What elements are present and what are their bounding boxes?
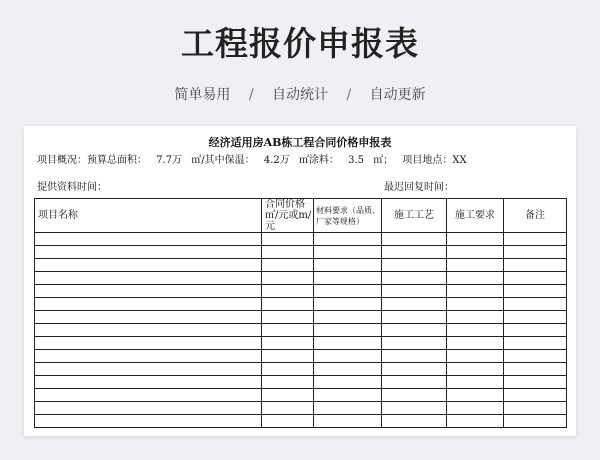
paint-value: 3.5: [348, 155, 365, 166]
table-row: [35, 311, 567, 324]
table-cell[interactable]: [314, 272, 382, 285]
table-cell[interactable]: [262, 402, 314, 415]
table-cell[interactable]: [382, 324, 447, 337]
table-cell[interactable]: [382, 259, 447, 272]
reply-time-label: 最迟回复时间：: [384, 182, 454, 193]
table-cell[interactable]: [504, 246, 567, 259]
table-cell[interactable]: [314, 389, 382, 402]
table-cell[interactable]: [504, 337, 567, 350]
column-header-material-requirements: 材料要求（品质、厂家等规格）: [314, 199, 382, 233]
table-cell[interactable]: [504, 415, 567, 428]
table-cell[interactable]: [35, 337, 262, 350]
column-header-remarks: 备注: [504, 199, 567, 233]
column-header-construction-requirements: 施工要求: [447, 199, 504, 233]
table-row: [35, 363, 567, 376]
table-cell[interactable]: [35, 285, 262, 298]
spreadsheet-document: [24, 126, 576, 436]
table-cell[interactable]: [504, 402, 567, 415]
table-cell[interactable]: [35, 415, 262, 428]
table-cell[interactable]: [382, 272, 447, 285]
table-cell[interactable]: [447, 246, 504, 259]
table-cell[interactable]: [262, 259, 314, 272]
table-cell[interactable]: [314, 246, 382, 259]
table-row: [35, 285, 567, 298]
table-cell[interactable]: [35, 311, 262, 324]
table-cell[interactable]: [314, 324, 382, 337]
table-cell[interactable]: [262, 324, 314, 337]
table-row: [35, 350, 567, 363]
paint-label: ㎡涂料：: [298, 155, 339, 166]
tag-separator: /: [346, 87, 352, 103]
table-cell[interactable]: [504, 298, 567, 311]
column-header-item-name: 项目名称: [35, 199, 262, 233]
page-title: 工程报价申报表: [181, 24, 419, 63]
table-cell[interactable]: [382, 246, 447, 259]
table-cell[interactable]: [262, 285, 314, 298]
table-row: [35, 389, 567, 402]
table-cell[interactable]: [447, 415, 504, 428]
table-cell[interactable]: [314, 285, 382, 298]
table-cell[interactable]: [382, 350, 447, 363]
table-row: [35, 259, 567, 272]
table-cell[interactable]: [314, 402, 382, 415]
table-cell[interactable]: [262, 376, 314, 389]
tag-separator: /: [248, 87, 254, 103]
table-cell[interactable]: [35, 324, 262, 337]
table-cell[interactable]: [262, 233, 314, 246]
project-location: 项目地点：XX: [402, 155, 467, 166]
table-cell[interactable]: [35, 233, 262, 246]
table-cell[interactable]: [504, 389, 567, 402]
table-cell[interactable]: [35, 402, 262, 415]
table-cell[interactable]: [504, 272, 567, 285]
table-cell[interactable]: [504, 311, 567, 324]
table-cell[interactable]: [314, 363, 382, 376]
table-cell[interactable]: [314, 233, 382, 246]
table-header-row: [35, 199, 567, 233]
table-cell[interactable]: [382, 415, 447, 428]
table-row: [35, 376, 567, 389]
table-cell[interactable]: [314, 350, 382, 363]
table-cell[interactable]: [447, 298, 504, 311]
table-cell[interactable]: [382, 363, 447, 376]
table-cell[interactable]: [35, 350, 262, 363]
table-row: [35, 415, 567, 428]
table-cell[interactable]: [447, 272, 504, 285]
table-row: [35, 337, 567, 350]
table-cell[interactable]: [382, 298, 447, 311]
table-cell[interactable]: [382, 285, 447, 298]
table-row: [35, 402, 567, 415]
table-cell[interactable]: [314, 259, 382, 272]
project-overview-line: [37, 151, 473, 166]
quote-table: [34, 198, 567, 428]
table-cell[interactable]: [262, 415, 314, 428]
table-cell[interactable]: [35, 272, 262, 285]
tag-auto-update: 自动更新: [369, 87, 426, 103]
table-cell[interactable]: [262, 363, 314, 376]
table-cell[interactable]: [504, 363, 567, 376]
table-cell[interactable]: [382, 311, 447, 324]
table-cell[interactable]: [262, 298, 314, 311]
table-row: [35, 298, 567, 311]
table-cell[interactable]: [314, 311, 382, 324]
insulation-value: 4.2万: [263, 155, 290, 166]
table-cell[interactable]: [382, 233, 447, 246]
table-cell[interactable]: [262, 246, 314, 259]
table-cell[interactable]: [314, 415, 382, 428]
table-cell[interactable]: [447, 337, 504, 350]
overview-label: 项目概况：预算总面积：: [37, 155, 147, 166]
table-cell[interactable]: [447, 350, 504, 363]
table-cell[interactable]: [504, 233, 567, 246]
table-cell[interactable]: [35, 389, 262, 402]
tag-auto-stats: 自动统计: [272, 87, 328, 103]
table-cell[interactable]: [262, 311, 314, 324]
table-cell[interactable]: [447, 389, 504, 402]
table-cell[interactable]: [447, 311, 504, 324]
table-cell[interactable]: [35, 298, 262, 311]
table-row: [35, 246, 567, 259]
table-cell[interactable]: [447, 233, 504, 246]
table-cell[interactable]: [447, 376, 504, 389]
table-cell[interactable]: [314, 298, 382, 311]
table-row: [35, 272, 567, 285]
table-cell[interactable]: [262, 350, 314, 363]
supply-time-label: 提供资料时间：: [37, 182, 107, 193]
table-cell[interactable]: [504, 376, 567, 389]
table-cell[interactable]: [314, 376, 382, 389]
table-cell[interactable]: [382, 402, 447, 415]
table-cell[interactable]: [35, 363, 262, 376]
column-header-contract-price: 合同价格㎡/元或m/元: [262, 199, 314, 233]
table-cell[interactable]: [447, 259, 504, 272]
table-cell[interactable]: [262, 337, 314, 350]
table-cell[interactable]: [35, 246, 262, 259]
area-value: 7.7万: [156, 155, 183, 166]
table-cell[interactable]: [447, 285, 504, 298]
table-cell[interactable]: [314, 337, 382, 350]
tag-easy: 简单易用: [174, 87, 231, 103]
table-cell[interactable]: [447, 324, 504, 337]
column-header-construction-process: 施工工艺: [382, 199, 447, 233]
table-row: [35, 324, 567, 337]
table-cell[interactable]: [504, 285, 567, 298]
table-cell[interactable]: [262, 272, 314, 285]
paint-unit: ㎡；: [373, 155, 394, 166]
table-row: [35, 233, 567, 246]
table-cell[interactable]: [447, 402, 504, 415]
tagline: [0, 84, 600, 104]
table-cell[interactable]: [447, 363, 504, 376]
table-cell[interactable]: [262, 389, 314, 402]
table-cell[interactable]: [504, 259, 567, 272]
table-cell[interactable]: [35, 376, 262, 389]
area-unit-insulation-label: ㎡/其中保温：: [191, 155, 255, 166]
table-cell[interactable]: [382, 389, 447, 402]
table-cell[interactable]: [504, 324, 567, 337]
table-cell[interactable]: [504, 350, 567, 363]
table-cell[interactable]: [382, 376, 447, 389]
document-title: 经济适用房AB栋工程合同价格申报表: [208, 136, 392, 149]
table-cell[interactable]: [35, 259, 262, 272]
table-cell[interactable]: [382, 337, 447, 350]
